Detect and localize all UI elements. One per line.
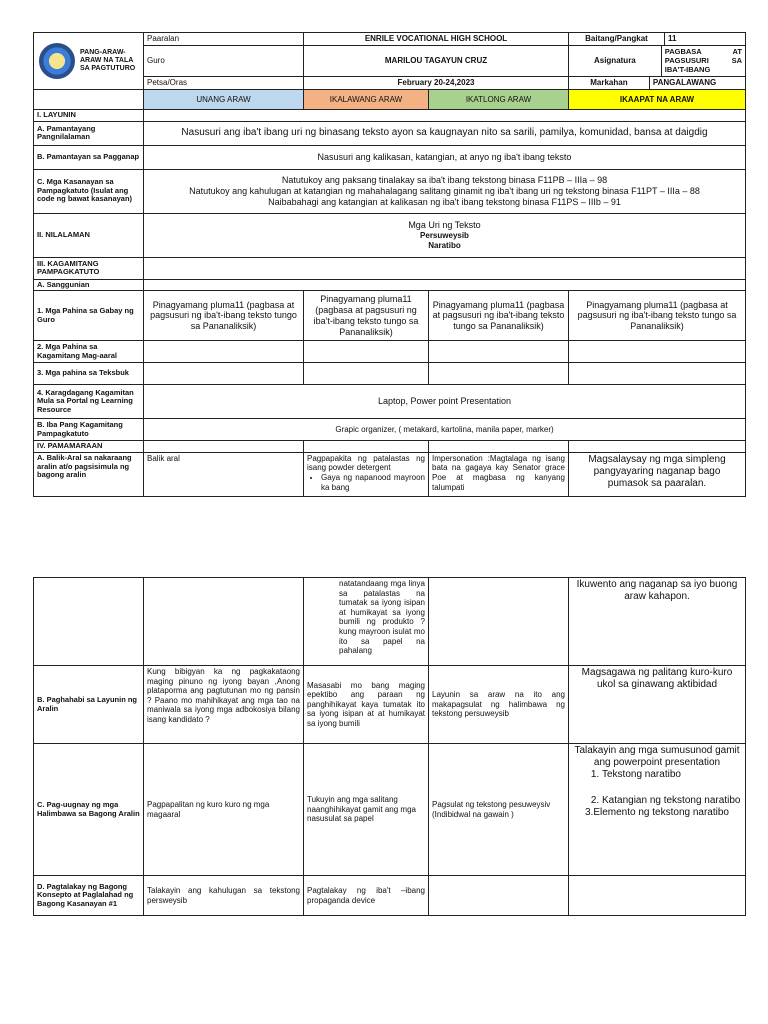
blank-cell: [34, 578, 144, 666]
asignatura-value: PAGBASA AT PAGSUSURI SA IBA'T-IBANG: [664, 47, 742, 74]
day3-header: IKATLONG ARAW: [429, 90, 569, 110]
day4-header: IKAAPAT NA ARAW: [569, 90, 746, 110]
pag-uugnay-day4-list: [572, 769, 742, 807]
pagtalakay-day1: Talakayin ang kahulugan sa tekstong persweysib: [144, 876, 304, 916]
balik-aral-day2-intro: Pagpapakita ng patalastas ng isang powder detergent: [307, 453, 425, 473]
guro-label: Guro: [144, 46, 304, 77]
gabay-day1: Pinagyamang pluma11 (pagbasa at pagsusuri ng iba't-ibang teksto tungo sa Pananaliksik): [144, 291, 304, 341]
gabay-guro-label: 1. Mga Pahina sa Gabay ng Guro: [34, 291, 144, 341]
petsa-label: Petsa/Oras: [144, 77, 304, 90]
pamantayang-pangnilalaman-value: Nasusuri ang iba't ibang uri ng binasang teksto ayon sa kaugnayan nito sa sarili, pamilya, komunidad, bansa at daigdig: [144, 121, 746, 145]
blank-cell: [144, 341, 304, 363]
school-seal-icon: [39, 43, 75, 79]
pag-uugnay-day4-item3: 3.Elemento ng tekstong naratibo: [585, 807, 729, 818]
blank-cell: [144, 257, 746, 279]
pag-uugnay-day4-intro: Talakayin ang mga sumusunod gamit ang powerpoint presentation: [574, 745, 740, 768]
day1-header: UNANG ARAW: [144, 90, 304, 110]
pamantayan-sa-pagganap-label: B. Pamantayan sa Pagganap: [34, 145, 144, 169]
guro-value: MARILOU TAGAYUN CRUZ: [304, 46, 569, 77]
learning-resource-value: Laptop, Power point Presentation: [144, 385, 746, 419]
balik-aral-day2-continued: [304, 578, 429, 666]
pagtalakay-label: D. Pagtalakay ng Bagong Konsepto at Paglalahad ng Bagong Kasanayan #1: [34, 876, 144, 916]
pamantayan-sa-pagganap-value: Nasusuri ang kalikasan, katangian, at anyo ng iba't ibang teksto: [144, 145, 746, 169]
nilalaman-cell: [144, 213, 746, 257]
blank-cell: [144, 279, 746, 291]
baitang-cell: [569, 33, 746, 46]
nilalaman-label: II. NILALAMAN: [34, 213, 144, 257]
kasanayan-label: C. Mga Kasanayan sa Pampagkatuto (Isulat ang code ng bawat kasanayan): [34, 169, 144, 213]
iba-pang-kagamitan-value: Grapic organizer, ( metakard, kartolina, manila paper, marker): [144, 419, 746, 441]
paghahabi-day1: Kung bibigyan ka ng pagkakataong maging pinuno ng iyong bayan ,Anong plataporma ang pagtutunan mo ng pansin ? Paano mo mahihikayat ang mga tao na maniwala sa iyong mga adbokosiya bilang isang kandidato ?: [144, 666, 304, 744]
balik-aral-day4-continued: Ikuwento ang naganap sa iyo buong araw kahapon.: [569, 578, 746, 666]
list-item: 2. Katangian ng tekstong naratibo: [602, 795, 742, 807]
blank-cell: [34, 90, 144, 110]
list-item: • Gaya ng napanood mayroon ka bang: [321, 473, 425, 492]
blank-cell: [144, 110, 746, 122]
sanggunian-label: A. Sanggunian: [34, 279, 144, 291]
paghahabi-label: B. Paghahabi sa Layunin ng Aralin: [34, 666, 144, 744]
kasanayan-line-2: Natutukoy ang kahulugan at katangian ng mahahalagang salitang ginamit ng iba't ibang uri ng tekstong binasa F11PT – IIIa – 88: [189, 185, 700, 196]
blank-cell: [429, 341, 569, 363]
blank-cell: [304, 341, 429, 363]
dll-table-page1: [33, 32, 746, 497]
balik-aral-day4: Magsalaysay ng mga simpleng pangyayaring naganap bago pumasok sa paaralan.: [569, 452, 746, 496]
blank-cell: [429, 363, 569, 385]
balik-aral-day3: Impersonation :Magtalaga ng isang bata na gagaya kay Senator grace Poe at magbasa ng kanyang talumpati: [429, 452, 569, 496]
balik-aral-day2: [304, 452, 429, 496]
markahan-value: PANGALAWANG: [652, 78, 717, 87]
blank-cell: [144, 441, 304, 453]
kagamitang-magaaral-label: 2. Mga Pahina sa Kagamitang Mag-aaral: [34, 341, 144, 363]
paaralan-label: Paaralan: [144, 33, 304, 46]
kasanayan-cell: [144, 169, 746, 213]
blank-cell: [429, 578, 569, 666]
blank-cell: [144, 578, 304, 666]
blank-cell: [304, 363, 429, 385]
kasanayan-line-1: Natutukoy ang paksang tinalakay sa iba't ibang tekstong binasa F11PB – IIIa – 98: [281, 174, 608, 185]
balik-aral-day2-bullet-cont: natatandaang mga linya sa patalastas na tumatak sa iyong isipan at humikayat sa iyong bumili ng produkto ?kung mayroon isulat mo ito sa papel na pahalang: [339, 579, 425, 656]
learning-resource-label: 4. Karagdagang Kagamitan Mula sa Portal ng Learning Resource: [34, 385, 144, 419]
pamantayang-pangnilalaman-label: A. Pamantayang Pangnilalaman: [34, 121, 144, 145]
gabay-day4: Pinagyamang pluma11 (pagbasa at pagsusuri ng iba't-ibang teksto tungo sa Pananaliksik): [569, 291, 746, 341]
paghahabi-day3: Layunin sa araw na ito ang makapagsulat ng halimbawa ng tekstong persuweysib: [429, 666, 569, 744]
asignatura-cell: [569, 46, 746, 77]
pamamaraan-heading: IV. PAMAMARAAN: [34, 441, 144, 453]
kagamitan-heading: III. KAGAMITANG PAMPAGKATUTO: [34, 257, 144, 279]
paaralan-value: ENRILE VOCATIONAL HIGH SCHOOL: [304, 33, 569, 46]
blank-cell: [569, 363, 746, 385]
blank-cell: [429, 441, 569, 453]
pag-uugnay-day2: Tukuyin ang mga salitang naanghihikayat gamit ang mga nasusulat sa papel: [304, 744, 429, 876]
teksbuk-label: 3. Mga pahina sa Teksbuk: [34, 363, 144, 385]
balik-aral-day2-list: [307, 473, 425, 492]
pag-uugnay-day3: Pagsulat ng tekstong pesuweysiv (Indibidwal na gawain ): [429, 744, 569, 876]
kasanayan-line-3: Naibabahagi ang katangian at kalikasan ng iba't ibang tekstong binasa F11PS – IIIb – 91: [268, 196, 621, 207]
layunin-heading: I. LAYUNIN: [34, 110, 144, 122]
markahan-cell: [569, 77, 746, 90]
balik-aral-label: A. Balik-Aral sa nakaraang aralin at/o pagsisimula ng bagong aralin: [34, 452, 144, 496]
gabay-day3: Pinagyamang pluma11 (pagbasa at pagsusuri ng iba't-ibang teksto tungo sa Pananaliksik): [429, 291, 569, 341]
blank-cell: [569, 341, 746, 363]
pag-uugnay-label: C. Pag-uugnay ng mga Halimbawa sa Bagong Aralin: [34, 744, 144, 876]
blank-cell: [569, 876, 746, 916]
pag-uugnay-day1: Pagpapalitan ng kuro kuro ng mga magaaral: [144, 744, 304, 876]
day2-header: IKALAWANG ARAW: [304, 90, 429, 110]
list-item: 1. Tekstong naratibo: [602, 769, 742, 781]
dll-table-page2: [33, 577, 746, 916]
nilalaman-line-2: Persuweysib: [420, 230, 469, 240]
dll-title: PANG-ARAW-ARAW NA TALA SA PAGTUTURO: [80, 48, 136, 73]
iba-pang-kagamitan-label: B. Iba Pang Kagamitang Pampagkatuto: [34, 419, 144, 441]
blank-cell: [569, 441, 746, 453]
petsa-value: February 20-24,2023: [304, 77, 569, 90]
pagtalakay-day2: Pagtalakay ng iba't –ibang propaganda device: [304, 876, 429, 916]
baitang-label: Baitang/Pangkat: [569, 33, 665, 45]
blank-cell: [429, 876, 569, 916]
blank-cell: [144, 363, 304, 385]
nilalaman-line-3: Naratibo: [428, 240, 461, 250]
blank-cell: [304, 441, 429, 453]
markahan-label: Markahan: [569, 77, 650, 89]
header-logo-cell: [34, 33, 144, 90]
pag-uugnay-day4: [569, 744, 746, 876]
paghahabi-day2: Masasabi mo bang maging epektibo ang paraan ng panghihikayat kaya tumatak ito sa iyong isipan at at humikayat sa iyong bumili: [304, 666, 429, 744]
nilalaman-line-1: Mga Uri ng Teksto: [408, 220, 481, 231]
gabay-day2: Pinagyamang pluma11 (pagbasa at pagsusuri ng iba't-ibang teksto tungo sa Pananaliksik): [304, 291, 429, 341]
baitang-value: 11: [668, 34, 677, 43]
paghahabi-day4: Magsagawa ng palitang kuro-kuro ukol sa ginawang aktibidad: [569, 666, 746, 744]
asignatura-label: Asignatura: [569, 46, 662, 76]
balik-aral-day1: Balik aral: [144, 452, 304, 496]
